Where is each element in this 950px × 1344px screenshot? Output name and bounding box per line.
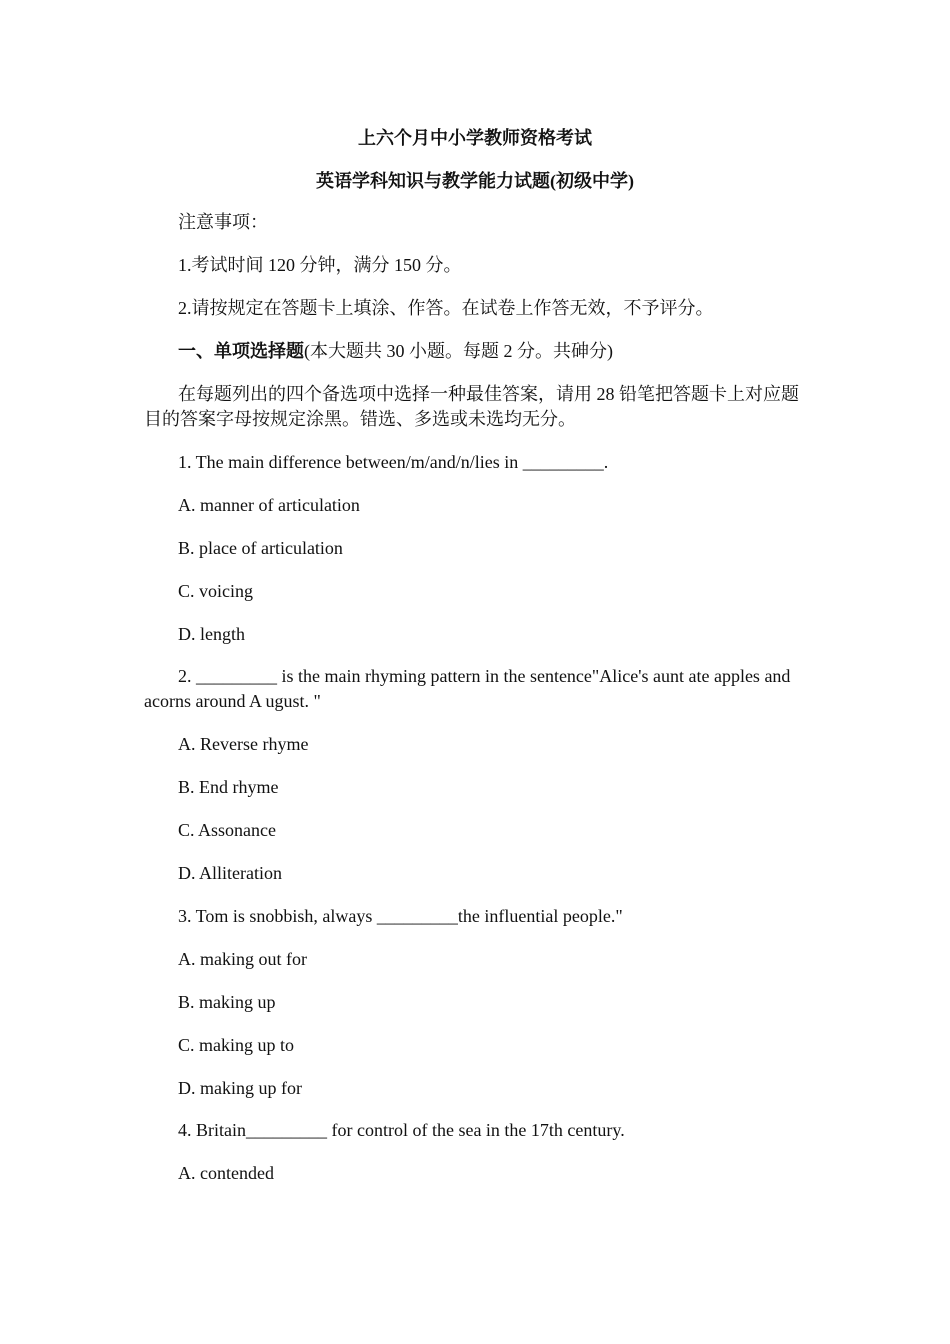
question-4-stem: 4. Britain_________ for control of the sea in the 17th century. bbox=[178, 1120, 625, 1140]
notice-item-2: 2.请按规定在答题卡上填涂、作答。在试卷上作答无效，不予评分。 bbox=[178, 298, 714, 318]
document-subtitle: 英语学科知识与教学能力试题(初级中学) bbox=[316, 171, 634, 191]
question-2-stem: 2. _________ is the main rhyming pattern in the sentence"Alice's aunt ate apples and acorns around A ugust. " bbox=[144, 666, 791, 711]
question-1-option-b: B. place of articulation bbox=[178, 538, 343, 558]
question-3-option-b: B. making up bbox=[178, 992, 276, 1012]
question-2-option-b: B. End rhyme bbox=[178, 777, 279, 797]
question-3-stem: 3. Tom is snobbish, always _________the influential people." bbox=[178, 906, 623, 926]
question-2-option-d: D. Alliteration bbox=[178, 863, 282, 883]
section-heading-detail: (本大题共 30 小题。每题 2 分。共砷分) bbox=[304, 341, 613, 361]
notice-item-1: 1.考试时间 120 分钟，满分 150 分。 bbox=[178, 255, 462, 275]
section-instructions: 在每题列出的四个备选项中选择一种最佳答案，请用 28 铅笔把答题卡上对应题目的答案字母按规定涂黑。错选、多选或未选均无分。 bbox=[144, 384, 799, 429]
question-3-option-a: A. making out for bbox=[178, 949, 307, 969]
question-1-option-c: C. voicing bbox=[178, 581, 253, 601]
section-heading bbox=[144, 339, 804, 364]
question-1-stem: 1. The main difference between/m/and/n/lies in _________. bbox=[178, 452, 609, 472]
question-3-option-d: D. making up for bbox=[178, 1078, 302, 1098]
question-4-option-a: A. contended bbox=[178, 1163, 274, 1183]
document-title: 上六个月中小学教师资格考试 bbox=[358, 128, 592, 148]
question-2-option-a: A. Reverse rhyme bbox=[178, 734, 309, 754]
question-3-option-c: C. making up to bbox=[178, 1035, 294, 1055]
question-2-option-c: C. Assonance bbox=[178, 820, 276, 840]
section-heading-title: 一、单项选择题 bbox=[178, 341, 304, 361]
question-1-option-d: D. length bbox=[178, 624, 245, 644]
notice-heading: 注意事项： bbox=[178, 212, 268, 232]
question-1-option-a: A. manner of articulation bbox=[178, 495, 360, 515]
